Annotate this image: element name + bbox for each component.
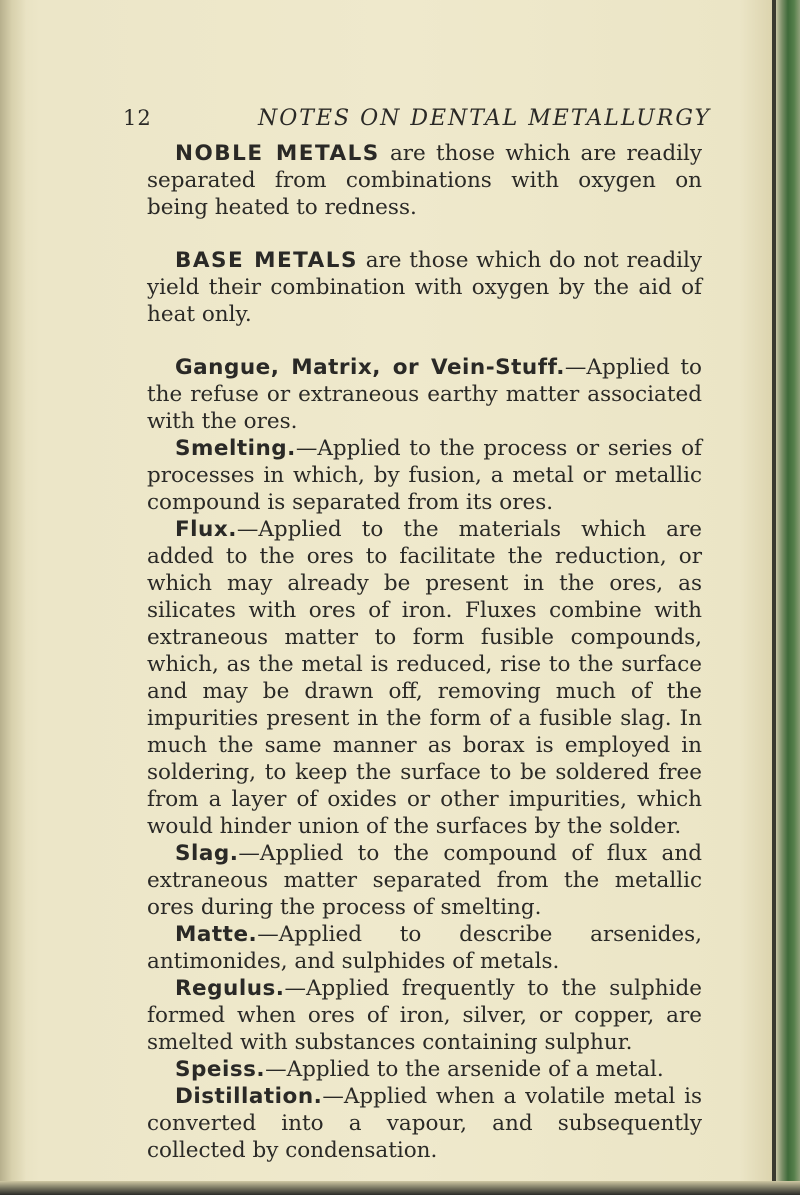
definition-text: —Applied to the process or series of processes in which, by fusion, a metal or metallic compound is separated from its ores. — [147, 436, 702, 515]
term-smelting: Smelting. — [175, 436, 296, 461]
term-slag: Slag. — [175, 841, 239, 866]
running-title: NOTES ON DENTAL METALLURGY — [258, 106, 712, 131]
definition-text: —Applied to describe arsenides, antimonides, and sulphides of metals. — [147, 922, 702, 974]
page-gutter-shadow — [0, 0, 26, 1195]
page-number: 12 — [123, 106, 152, 130]
definition-text: are those which are readily separated from combinations with oxygen on being heated to redness. — [147, 141, 702, 220]
page-header — [0, 106, 780, 136]
definition-regulus — [147, 975, 702, 1056]
definition-text: —Applied to the compound of flux and extraneous matter separated from the metallic ores during the process of smelting. — [147, 841, 702, 920]
definition-slag — [147, 840, 702, 921]
definition-text: —Applied frequently to the sulphide formed when ores of iron, silver, or copper, are smelted with substances containing sulphur. — [147, 976, 702, 1055]
definition-flux — [147, 516, 702, 840]
definition-text: —Applied when a volatile metal is converted into a vapour, and subsequently collected by condensation. — [147, 1084, 702, 1163]
definition-distillation — [147, 1083, 702, 1164]
body-text — [147, 140, 702, 1164]
book-binding — [776, 0, 800, 1195]
definition-gangue — [147, 354, 702, 435]
definition-text: —Applied to the refuse or extraneous earthy matter associated with the ores. — [147, 355, 702, 434]
term-gangue: Gangue, Matrix, or Vein-Stuff. — [175, 355, 565, 380]
term-noble-metals: NOBLE METALS — [175, 141, 380, 166]
definition-smelting — [147, 435, 702, 516]
term-speiss: Speiss. — [175, 1057, 266, 1082]
definition-base-metals — [147, 247, 702, 328]
definition-matte — [147, 921, 702, 975]
term-distillation: Distillation. — [175, 1084, 323, 1109]
definition-text: —Applied to the materials which are added to the ores to facilitate the reduction, or which may already be present in the ores, as silicates with ores of iron. Fluxes combine with extraneous matter to form fusible compounds, which, as the metal is reduced, rise to the surface and may be drawn off, removing much of the impurities present in the form of a fusible slag. In much the same manner as borax is employed in soldering, to keep the surface to be soldered free from a layer of oxides or other impurities, which would hinder union of the surfaces by the solder. — [147, 517, 702, 839]
term-regulus: Regulus. — [175, 976, 285, 1001]
definition-text: are those which do not readily yield their combination with oxygen by the aid of heat only. — [147, 248, 702, 327]
bottom-page-edge — [0, 1181, 800, 1195]
definition-speiss — [147, 1056, 702, 1083]
term-base-metals: BASE METALS — [175, 248, 358, 273]
term-flux: Flux. — [175, 517, 237, 542]
term-matte: Matte. — [175, 922, 258, 947]
definition-noble-metals — [147, 140, 702, 221]
definition-text: —Applied to the arsenide of a metal. — [265, 1057, 664, 1082]
